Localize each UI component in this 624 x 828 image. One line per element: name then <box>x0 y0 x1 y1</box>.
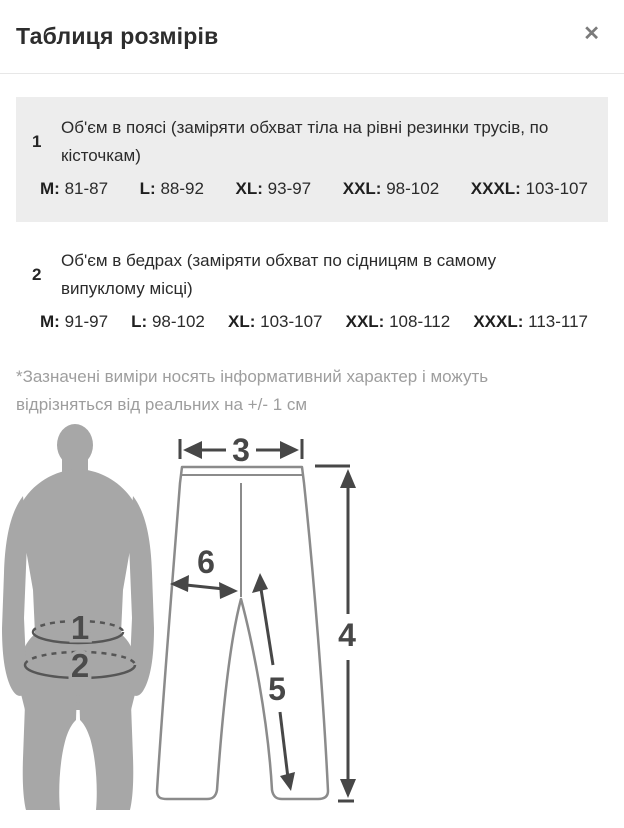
size-cell-l: L: 98-102 <box>131 312 205 331</box>
side-length-label: 4 <box>338 617 356 653</box>
size-cell-xl: XL: 93-97 <box>235 179 312 198</box>
size-cell-m: M: 81-87 <box>40 179 109 198</box>
modal-title: Таблиця розмірів <box>16 23 219 49</box>
row-description: Об'єм в поясі (заміряти обхват тіла на рівні резинки трусів, по кісточкам) <box>61 118 549 165</box>
pants-outline-graphic <box>157 467 328 799</box>
row-number: 2 <box>32 265 42 284</box>
modal-header <box>0 0 624 74</box>
close-button[interactable] <box>577 18 606 50</box>
sizes-row <box>32 308 592 336</box>
size-cell-xl: XL: 103-107 <box>227 312 323 331</box>
hip-marker-label: 2 <box>70 647 90 684</box>
size-cell-xxxl: XXXL: 113-117 <box>473 312 588 331</box>
waist-marker-label: 1 <box>70 609 90 646</box>
row-number: 1 <box>32 132 42 151</box>
size-row-waist <box>16 97 608 222</box>
disclaimer-note: *Зазначені виміри носять інформативний характер і можуть відрізняться від реальних на +/- 1 см <box>16 367 489 414</box>
size-cell-xxl: XXL: 108-112 <box>345 312 451 331</box>
size-cell-xxl: XXL: 98-102 <box>342 179 440 198</box>
inseam-label: 5 <box>268 671 286 707</box>
size-cell-m: M: 91-97 <box>40 312 109 331</box>
waist-width-label: 3 <box>232 432 250 468</box>
thigh-width-label: 6 <box>197 544 215 580</box>
size-row-hips <box>16 247 608 336</box>
close-icon: ✕ <box>583 22 600 45</box>
size-cell-xxxl: XXXL: 103-107 <box>470 179 588 198</box>
measurement-diagram <box>0 421 624 828</box>
sizes-row <box>32 175 592 203</box>
row-description: Об'єм в бедрах (заміряти обхват по сідницям в самому випуклому місці) <box>61 251 497 298</box>
size-cell-l: L: 88-92 <box>139 179 204 198</box>
